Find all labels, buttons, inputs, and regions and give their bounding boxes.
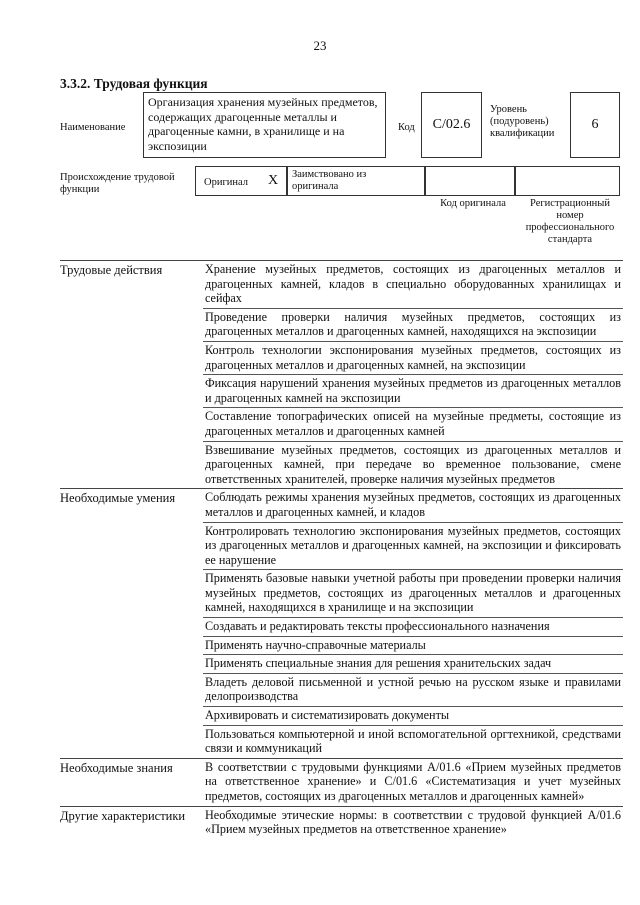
reg-number-cell (515, 166, 620, 196)
row-label: Необходимые умения (60, 491, 176, 506)
row-label: Трудовые действия (60, 263, 163, 277)
list-item: Создавать и редактировать тексты профессионального назначения (203, 618, 623, 637)
list-item: Соблюдать режимы хранения музейных предметов, состоящих из драгоценных металлов и драгоценных камней, и кладов (203, 489, 623, 522)
borrowed-label: Заимствовано из оригинала (292, 169, 367, 192)
list-item: Пользоваться компьютерной и иной вспомогательной оргтехникой, средствами связи и коммуникаций (205, 726, 621, 756)
list-item: Применять научно-справочные материалы (203, 637, 623, 656)
list-item: Контроль технологии экспонирования музейных предметов, состоящих из драгоценных металлов и драгоценных камней, на экспозиции (203, 342, 623, 375)
section-title: 3.3.2. Трудовая функция (60, 76, 208, 91)
list-item: Необходимые этические нормы: в соответствии с трудовой функцией A/01.6 «Прием музейных предметов на ответственное хранение» (205, 807, 621, 837)
original-cell (195, 166, 287, 196)
origin-label: Происхождение трудовой функции (60, 172, 175, 195)
list-item: Проведение проверки наличия музейных предметов, состоящих из драгоценных металлов и драгоценных камней, находящихся на экспозиции (203, 309, 623, 342)
origin-table (195, 166, 620, 196)
list-item: Взвешивание музейных предметов, состоящих из драгоценных металлов и драгоценных камней, при передаче во временное пользование, смене ответственных хранителей, проверке наличия музейных предметов (205, 442, 621, 486)
list-item: Составление топографических описей на музейные предметы, состоящие из драгоценных металлов и драгоценных камней (203, 408, 623, 441)
list-item: Фиксация нарушений хранения музейных предметов из драгоценных металлов и драгоценных камней на экспозиции (203, 375, 623, 408)
row-required-knowledge (60, 758, 623, 806)
list-item: Владеть деловой письменной и устной речью на русском языке и правилами делопроизводства (203, 674, 623, 707)
row-labor-actions (60, 261, 623, 488)
row-required-skills (60, 488, 623, 758)
borrowed-cell (287, 166, 425, 196)
code-original-cell (425, 166, 515, 196)
reg-number-label: Регистрационный номер профессионального стандарта (525, 198, 615, 245)
original-mark: X (268, 173, 279, 188)
list-item: Контролировать технологию экспонирования музейных предметов, состоящих из драгоценных металлов и драгоценных камней, на экспозиции и фиксировать ее нарушение (203, 523, 623, 571)
row-other-characteristics (60, 806, 623, 839)
list-item: В соответствии с трудовыми функциями A/01.6 «Прием музейных предметов на ответственное хранение» и C/01.6 «Систематизация и учет музейных предметов, состоящих из драгоценных металлов и драгоценных камней» (205, 759, 621, 803)
kod-label: Код (398, 122, 415, 133)
row-label: Другие характеристики (60, 808, 186, 823)
level-value-box: 6 (570, 92, 620, 158)
page-number: 23 (313, 38, 327, 53)
list-item: Архивировать и систематизировать документы (203, 707, 623, 726)
original-label: Оригинал (204, 177, 248, 188)
naimenovanie-label: Наименование (60, 122, 126, 133)
function-details-table (60, 260, 623, 839)
row-label: Необходимые знания (60, 760, 173, 775)
function-name-box: Организация хранения музейных предметов, содержащих драгоценные металлы и драгоценные камни, в хранилище и на экспозиции (143, 92, 386, 158)
level-label: Уровень (подуровень) квалификации (490, 104, 555, 139)
list-item: Применять специальные знания для решения хранительских задач (203, 655, 623, 674)
code-original-label: Код оригинала (440, 198, 506, 209)
list-item: Хранение музейных предметов, состоящих из драгоценных металлов и драгоценных камней, кладов в специально оборудованных хранилищах и сейфах (203, 261, 623, 309)
list-item: Применять базовые навыки учетной работы при проведении проверки наличия музейных предметов, состоящих из драгоценных металлов и драгоценных камней, находящихся в хранилище и на экспозиции (203, 570, 623, 618)
kod-value-box: C/02.6 (421, 92, 482, 158)
